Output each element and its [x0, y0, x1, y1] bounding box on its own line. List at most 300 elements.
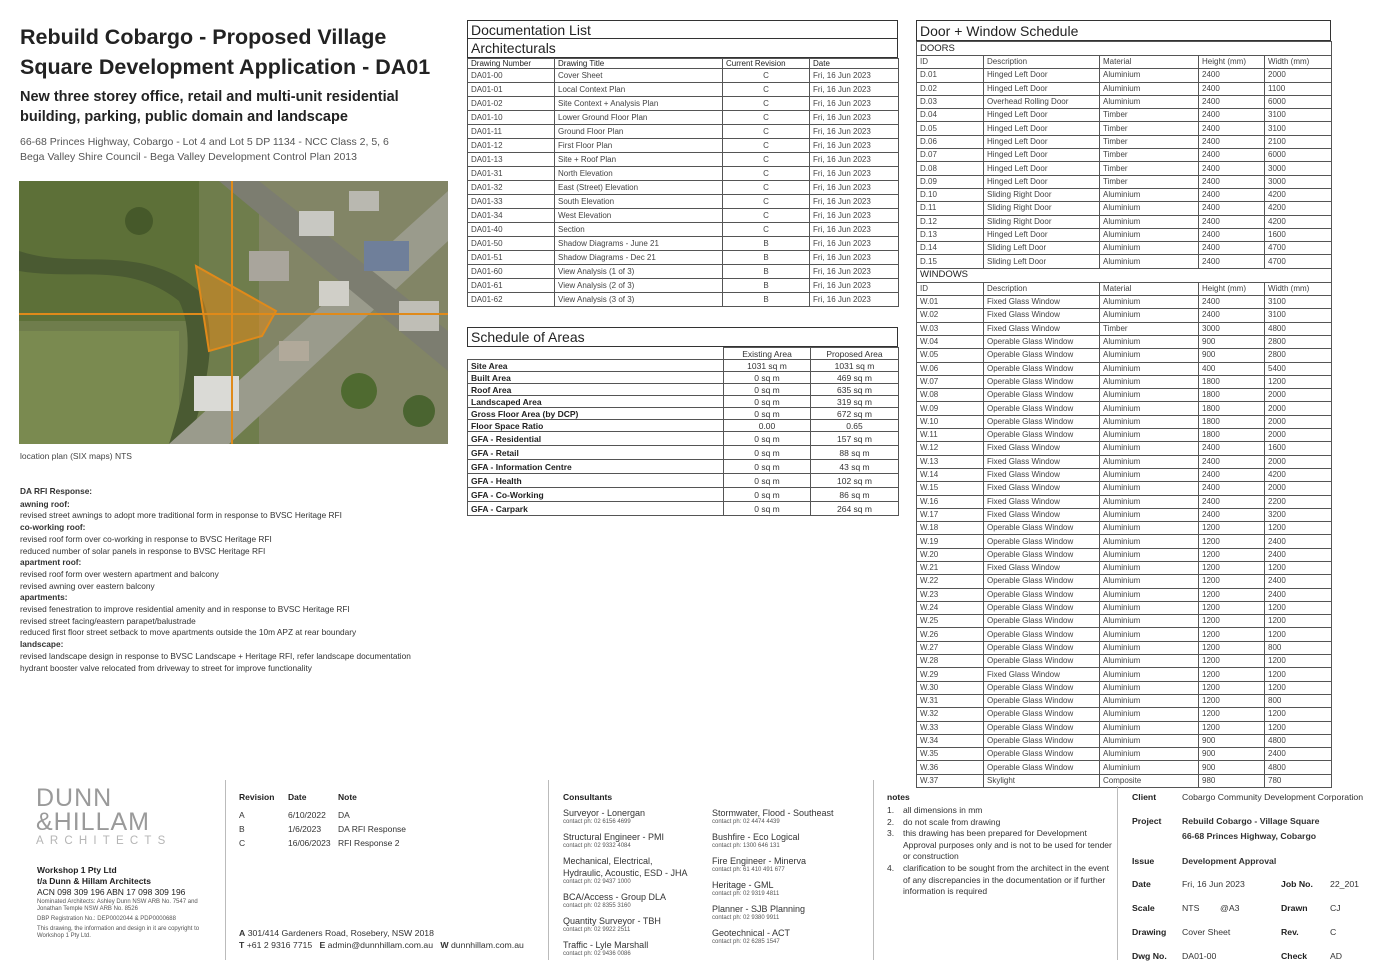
table-cell: Site Context + Analysis Plan [555, 97, 723, 111]
table-cell: C [723, 83, 810, 97]
col-header: ID [917, 282, 984, 295]
table-cell: 2400 [1199, 162, 1265, 175]
table-cell: D.11 [917, 202, 984, 215]
table-cell: 3100 [1265, 309, 1332, 322]
firm-address: 301/414 Gardeners Road, Rosebery, NSW 2018 [247, 928, 434, 938]
table-cell: Operable Glass Window [984, 548, 1100, 561]
table-cell: 672 sq m [811, 408, 899, 420]
table-row [468, 460, 899, 474]
table-cell: View Analysis (2 of 3) [555, 279, 723, 293]
table-cell: Aluminium [1100, 495, 1199, 508]
consultant-name: Stormwater, Flood - Southeast [712, 808, 834, 818]
section-row [917, 42, 1332, 56]
table-row [468, 223, 899, 237]
table-cell: Aluminium [1100, 601, 1199, 614]
consultant-contact: contact ph: 02 4474 4439 [712, 819, 780, 825]
table-row [917, 242, 1332, 255]
table-row [917, 655, 1332, 668]
table-cell: B [723, 279, 810, 293]
revision-cell: 6/10/2022 [288, 810, 326, 820]
rfi-line: DA RFI Response: [20, 486, 93, 496]
note-number: 4. [887, 862, 895, 873]
tb-label: Drawing [1132, 927, 1167, 937]
table-cell: 0 sq m [724, 372, 811, 384]
table-row [468, 181, 899, 195]
table-cell: GFA - Retail [468, 446, 724, 460]
consultant-contact: contact ph: 1300 646 131 [712, 843, 780, 849]
table-cell: 4700 [1265, 242, 1332, 255]
note-text: all dimensions in mm [903, 805, 983, 815]
table-cell: Fixed Glass Window [984, 495, 1100, 508]
table-row [468, 97, 899, 111]
table-cell: W.08 [917, 389, 984, 402]
firm-phone: +61 2 9316 7715 [246, 939, 313, 950]
col-header: Material [1100, 282, 1199, 295]
tb-project: Rebuild Cobargo - Village Square [1182, 816, 1320, 826]
table-cell: Shadow Diagrams - Dec 21 [555, 251, 723, 265]
table-cell: Aluminium [1100, 215, 1199, 228]
tb-sheet: @A3 [1220, 903, 1240, 913]
table-cell: Aluminium [1100, 548, 1199, 561]
table-cell: C [723, 97, 810, 111]
table-cell: 2400 [1199, 508, 1265, 521]
table-row [917, 694, 1332, 707]
col-header: Current Revision [723, 59, 810, 69]
table-cell: B [723, 293, 810, 307]
table-cell: Operable Glass Window [984, 415, 1100, 428]
table-row [917, 322, 1332, 335]
table-row [468, 209, 899, 223]
table-row [917, 215, 1332, 228]
table-row [917, 681, 1332, 694]
consultant-name: Planner - SJB Planning [712, 904, 806, 914]
table-row [468, 153, 899, 167]
table-cell: 0 sq m [724, 460, 811, 474]
documentation-list [467, 20, 898, 307]
table-cell: 1200 [1199, 655, 1265, 668]
table-cell: D.05 [917, 122, 984, 135]
table-cell: W.34 [917, 734, 984, 747]
firm-logo [36, 786, 171, 848]
rev-header: Date [288, 792, 307, 802]
table-cell: Operable Glass Window [984, 389, 1100, 402]
table-cell: Aluminium [1100, 296, 1199, 309]
table-cell: 2400 [1199, 149, 1265, 162]
table-cell: 1200 [1265, 615, 1332, 628]
table-cell: 980 [1199, 774, 1265, 787]
table-cell: W.13 [917, 455, 984, 468]
tb-label: Check [1281, 951, 1308, 961]
table-cell: 0 sq m [724, 446, 811, 460]
table-cell: 1200 [1265, 668, 1332, 681]
rfi-line: hydrant booster valve relocated from driveway to street for improve functionality [20, 662, 312, 673]
consultant-name: BCA/Access - Group DLA [563, 892, 667, 902]
consultant-contact: contact ph: 02 6156 4699 [563, 819, 631, 825]
table-cell: DA01-33 [468, 195, 555, 209]
table-cell: 400 [1199, 362, 1265, 375]
table-row [917, 109, 1332, 122]
table-cell: Fri, 16 Jun 2023 [810, 69, 899, 83]
consultant-name: Traffic - Lyle Marshall [563, 940, 649, 950]
table-cell: D.12 [917, 215, 984, 228]
table-cell: 780 [1265, 774, 1332, 787]
table-cell: Fri, 16 Jun 2023 [810, 167, 899, 181]
table-cell: 4800 [1265, 734, 1332, 747]
table-cell: W.19 [917, 535, 984, 548]
table-cell: C [723, 153, 810, 167]
table-cell: Cover Sheet [555, 69, 723, 83]
table-cell: W.36 [917, 761, 984, 774]
table-cell: GFA - Co-Working [468, 488, 724, 502]
table-cell: Fixed Glass Window [984, 309, 1100, 322]
table-cell: Skylight [984, 774, 1100, 787]
table-cell: 4200 [1265, 468, 1332, 481]
table-cell: Operable Glass Window [984, 615, 1100, 628]
table-cell: GFA - Carpark [468, 502, 724, 516]
table-cell: Operable Glass Window [984, 335, 1100, 348]
table-cell: Lower Ground Floor Plan [555, 111, 723, 125]
col-header: Drawing Number [468, 59, 555, 69]
firm-dbp: DBP Registration No.: DEP0002044 & PDP0000688 [37, 916, 176, 922]
table-cell: 43 sq m [811, 460, 899, 474]
table-cell: W.04 [917, 335, 984, 348]
table-cell: 2400 [1199, 442, 1265, 455]
contact-label: A [239, 928, 246, 938]
table-cell: W.26 [917, 628, 984, 641]
table-row [917, 628, 1332, 641]
col-header: Drawing Title [555, 59, 723, 69]
table-cell: Operable Glass Window [984, 362, 1100, 375]
table-cell: 900 [1199, 349, 1265, 362]
col-header: Description [984, 56, 1100, 69]
firm-website[interactable]: dunnhillam.com.au [450, 939, 524, 950]
table-row [917, 309, 1332, 322]
table-cell: Aluminium [1100, 362, 1199, 375]
table-cell: 4200 [1265, 215, 1332, 228]
consultant-name: Structural Engineer - PMI [563, 832, 665, 842]
table-cell: 1031 sq m [724, 360, 811, 372]
table-cell: Aluminium [1100, 561, 1199, 574]
table-cell: 3100 [1265, 122, 1332, 135]
table-cell: 2400 [1199, 175, 1265, 188]
table-row [917, 202, 1332, 215]
table-cell: 6000 [1265, 95, 1332, 108]
table-cell: D.15 [917, 255, 984, 268]
table-cell: Gross Floor Area (by DCP) [468, 408, 724, 420]
table-cell: Fixed Glass Window [984, 442, 1100, 455]
table-cell: W.16 [917, 495, 984, 508]
table-cell: Section [555, 223, 723, 237]
revision-cell: 16/06/2023 [288, 838, 331, 848]
consultant-contact: contact ph: 02 9922 2511 [563, 927, 631, 933]
table-cell: 1200 [1199, 641, 1265, 654]
table-cell: 1200 [1199, 601, 1265, 614]
consultant-contact: contact ph: 61 410 491 677 [712, 867, 785, 873]
rfi-line: revised roof form over co-working in response to BVSC Heritage RFI [20, 533, 272, 544]
table-row [917, 389, 1332, 402]
col-header: ID [917, 56, 984, 69]
table-cell: 2200 [1265, 495, 1332, 508]
table-cell: 1200 [1199, 548, 1265, 561]
table-cell: Aluminium [1100, 655, 1199, 668]
rfi-line: reduced number of solar panels in response to BVSC Heritage RFI [20, 545, 266, 556]
col-header: Date [810, 59, 899, 69]
table-cell: Aluminium [1100, 522, 1199, 535]
table-cell: 2400 [1199, 482, 1265, 495]
table-row [468, 279, 899, 293]
table-row [917, 561, 1332, 574]
table-cell: Aluminium [1100, 575, 1199, 588]
table-cell: DA01-00 [468, 69, 555, 83]
notes-title: notes [887, 792, 910, 802]
table-cell: 1200 [1199, 522, 1265, 535]
table-row [917, 455, 1332, 468]
table-cell: DA01-01 [468, 83, 555, 97]
table-row [917, 601, 1332, 614]
table-cell: W.01 [917, 296, 984, 309]
consultant-contact: contact ph: 02 9332 4084 [563, 843, 631, 849]
table-cell: Fri, 16 Jun 2023 [810, 209, 899, 223]
table-cell: 2000 [1265, 69, 1332, 82]
table-cell: Shadow Diagrams - June 21 [555, 237, 723, 251]
table-cell: Operable Glass Window [984, 734, 1100, 747]
table-cell: W.33 [917, 721, 984, 734]
table-cell: 1800 [1199, 375, 1265, 388]
table-cell: 3000 [1199, 322, 1265, 335]
table-cell: 0 sq m [724, 384, 811, 396]
page-subtitle: New three storey office, retail and multi-unit residential building, parking, public domain and landscape [20, 89, 399, 125]
table-cell: Timber [1100, 135, 1199, 148]
table-cell: 1200 [1265, 522, 1332, 535]
table-row [917, 442, 1332, 455]
table-cell: 1200 [1199, 575, 1265, 588]
tb-label: Issue [1132, 856, 1155, 866]
table-cell: DA01-61 [468, 279, 555, 293]
table-cell: Aluminium [1100, 708, 1199, 721]
table-cell: 319 sq m [811, 396, 899, 408]
table-cell: View Analysis (3 of 3) [555, 293, 723, 307]
table-cell: View Analysis (1 of 3) [555, 265, 723, 279]
table-cell: 1200 [1265, 601, 1332, 614]
table-cell: 900 [1199, 748, 1265, 761]
table-row [917, 335, 1332, 348]
firm-nominated: Nominated Architects: Ashley Dunn NSW ARB No. 7547 and Jonathan Temple NSW ARB No. 8526 [37, 899, 198, 912]
table-row [917, 575, 1332, 588]
table-cell: 2400 [1199, 122, 1265, 135]
consultant-contact: contact ph: 02 8355 3160 [563, 903, 631, 909]
table-cell: DA01-60 [468, 265, 555, 279]
table-cell: 157 sq m [811, 432, 899, 446]
table-cell: C [723, 195, 810, 209]
table-row [917, 641, 1332, 654]
table-row [468, 432, 899, 446]
table-cell: C [723, 139, 810, 153]
table-cell: 1200 [1199, 668, 1265, 681]
table-cell: D.02 [917, 82, 984, 95]
table-cell: Aluminium [1100, 82, 1199, 95]
table-row [468, 69, 899, 83]
table-cell: Aluminium [1100, 228, 1199, 241]
table-cell: 900 [1199, 734, 1265, 747]
table-cell: 2000 [1265, 389, 1332, 402]
table-row [917, 495, 1332, 508]
table-cell: Operable Glass Window [984, 402, 1100, 415]
table-row [468, 167, 899, 181]
table-cell: 2400 [1265, 575, 1332, 588]
table-cell: Aluminium [1100, 95, 1199, 108]
table-cell: Fri, 16 Jun 2023 [810, 265, 899, 279]
schedule-title: Door + Window Schedule [916, 20, 1331, 41]
table-cell: DA01-40 [468, 223, 555, 237]
table-cell: Aluminium [1100, 242, 1199, 255]
table-row [917, 721, 1332, 734]
table-cell: 2400 [1199, 296, 1265, 309]
consultant-item [563, 807, 703, 826]
table-cell: 3200 [1265, 508, 1332, 521]
table-cell: C [723, 181, 810, 195]
table-cell: Aluminium [1100, 748, 1199, 761]
table-cell: DA01-11 [468, 125, 555, 139]
tb-label: Rev. [1281, 927, 1299, 937]
table-cell: B [723, 265, 810, 279]
table-cell: Hinged Left Door [984, 69, 1100, 82]
table-row [917, 615, 1332, 628]
table-row [917, 522, 1332, 535]
table-row [917, 535, 1332, 548]
table-cell: W.22 [917, 575, 984, 588]
table-cell: 1200 [1199, 708, 1265, 721]
table-cell: Aluminium [1100, 349, 1199, 362]
table-cell: Aluminium [1100, 415, 1199, 428]
table-row [917, 508, 1332, 521]
tb-drawing: Cover Sheet [1182, 927, 1231, 937]
page-title: Rebuild Cobargo - Proposed Village Square Development Application - DA01 [20, 25, 431, 79]
table-cell: D.03 [917, 95, 984, 108]
table-cell: DA01-50 [468, 237, 555, 251]
table-cell: Aluminium [1100, 694, 1199, 707]
table-cell: 2400 [1265, 588, 1332, 601]
table-row [917, 95, 1332, 108]
consultant-name: Quantity Surveyor - TBH [563, 916, 661, 926]
table-cell: C [723, 223, 810, 237]
col-header: Proposed Area [811, 348, 899, 360]
table-cell: GFA - Information Centre [468, 460, 724, 474]
table-row [917, 362, 1332, 375]
table-cell: 1200 [1199, 694, 1265, 707]
table-row [468, 251, 899, 265]
table-cell: 2400 [1199, 309, 1265, 322]
table-cell: DA01-02 [468, 97, 555, 111]
table-cell: 1200 [1199, 615, 1265, 628]
consultants-col-1 [563, 807, 703, 963]
table-cell: D.04 [917, 109, 984, 122]
table-row [917, 429, 1332, 442]
table-cell: Floor Space Ratio [468, 420, 724, 432]
table-cell: Hinged Left Door [984, 122, 1100, 135]
table-cell: 1200 [1199, 535, 1265, 548]
table-cell: 0 sq m [724, 502, 811, 516]
rfi-line: co-working roof: [20, 522, 86, 533]
consultant-item [563, 891, 703, 910]
rfi-line: awning roof: [20, 498, 70, 509]
table-cell: Fri, 16 Jun 2023 [810, 279, 899, 293]
table-cell: Aluminium [1100, 508, 1199, 521]
table-cell: Hinged Left Door [984, 135, 1100, 148]
table-cell: Aluminium [1100, 402, 1199, 415]
table-cell: Aluminium [1100, 761, 1199, 774]
table-cell: 2400 [1199, 95, 1265, 108]
tb-label: Scale [1132, 903, 1155, 913]
consultants-col-2 [712, 807, 862, 951]
table-cell: 86 sq m [811, 488, 899, 502]
table-row [917, 255, 1332, 268]
table-cell: Aluminium [1100, 389, 1199, 402]
revision-cell: DA [338, 810, 350, 820]
col-header: Width (mm) [1265, 282, 1332, 295]
table-cell: DA01-10 [468, 111, 555, 125]
table-cell: 800 [1265, 694, 1332, 707]
consultant-item [563, 915, 703, 934]
rfi-line: revised awning over eastern balcony [20, 580, 155, 591]
revision-row [239, 810, 539, 824]
table-row [468, 446, 899, 460]
table-cell: 2400 [1199, 82, 1265, 95]
table-row [468, 474, 899, 488]
table-cell: 2400 [1199, 69, 1265, 82]
rfi-line: apartments: [20, 592, 68, 603]
table-cell: 0.65 [811, 420, 899, 432]
consultant-name: Heritage - GML [712, 880, 774, 890]
table-cell: 2400 [1199, 135, 1265, 148]
firm-trading: t/a Dunn & Hillam Architects [37, 876, 151, 886]
table-cell: W.35 [917, 748, 984, 761]
firm-email[interactable]: admin@dunnhillam.com.au [327, 939, 434, 950]
table-cell: 2400 [1265, 548, 1332, 561]
aerial-photo [19, 181, 448, 444]
table-cell: Operable Glass Window [984, 429, 1100, 442]
map-caption: location plan (SIX maps) NTS [20, 451, 132, 461]
table-cell: 2000 [1265, 482, 1332, 495]
table-cell: 469 sq m [811, 372, 899, 384]
consultant-contact: contact ph: 02 9436 0086 [563, 951, 631, 957]
table-row [917, 162, 1332, 175]
tb-label: Project [1132, 816, 1162, 826]
table-cell: Fixed Glass Window [984, 508, 1100, 521]
table-row [917, 548, 1332, 561]
table-cell: Composite [1100, 774, 1199, 787]
table-cell: 4800 [1265, 322, 1332, 335]
table-cell: Aluminium [1100, 429, 1199, 442]
note-item [887, 805, 1112, 817]
table-cell: D.13 [917, 228, 984, 241]
table-row [917, 175, 1332, 188]
doc-list-subtitle: Architecturals [467, 39, 898, 58]
table-cell: W.02 [917, 309, 984, 322]
table-cell: 3100 [1265, 109, 1332, 122]
table-row [468, 396, 899, 408]
table-cell: GFA - Residential [468, 432, 724, 446]
table-cell: Aluminium [1100, 455, 1199, 468]
table-cell: B [723, 237, 810, 251]
consultant-name: Geotechnical - ACT [712, 928, 791, 938]
table-cell: Fri, 16 Jun 2023 [810, 181, 899, 195]
table-cell: C [723, 209, 810, 223]
table-cell: 2400 [1199, 188, 1265, 201]
table-cell: 4200 [1265, 188, 1332, 201]
table-cell: Fri, 16 Jun 2023 [810, 139, 899, 153]
table-cell: 2800 [1265, 335, 1332, 348]
rfi-line: revised street awnings to adopt more traditional form in response to BVSC Heritage RFI [20, 510, 342, 521]
